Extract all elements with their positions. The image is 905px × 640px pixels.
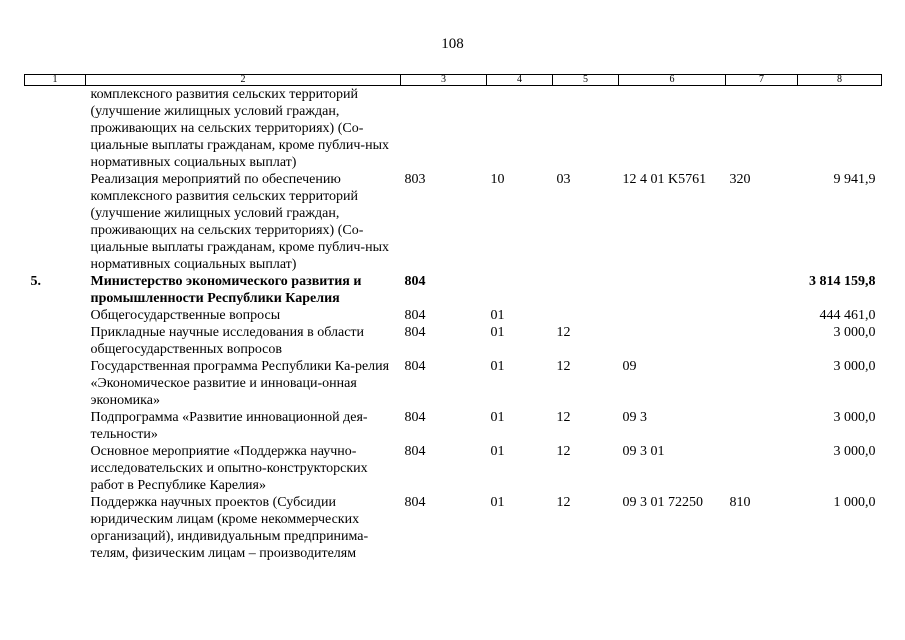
row-name: Реализация мероприятий по обеспечению комплексного развития сельских территорий (улучшение жилищных условий граждан, проживающих на сельских территориях) (Со-циальные выплаты гражданам, кроме публич-ных нормативных социальных выплат) bbox=[90, 172, 389, 272]
expense-type-code bbox=[726, 324, 798, 358]
table-row bbox=[25, 86, 882, 172]
target-article-code: 09 3 bbox=[622, 410, 647, 425]
subsection-code: 12 bbox=[556, 444, 571, 459]
budget-table bbox=[24, 74, 882, 562]
column-number: 5 bbox=[553, 75, 619, 86]
table-row bbox=[25, 171, 882, 273]
ministry-code: 804 bbox=[404, 325, 426, 340]
subsection-code: 12 bbox=[556, 495, 571, 510]
section-code: 01 bbox=[490, 444, 505, 459]
ministry-code: 804 bbox=[404, 410, 426, 425]
subsection-code: 12 bbox=[556, 359, 571, 374]
section-code: 01 bbox=[490, 410, 505, 425]
expense-type-code bbox=[726, 307, 798, 324]
row-name: Основное мероприятие «Поддержка научно-исследовательских и опытно-конструкторских работ в Республике Карелия» bbox=[90, 444, 368, 493]
table-row bbox=[25, 358, 882, 409]
table-row bbox=[25, 409, 882, 443]
ministry-code: 803 bbox=[404, 172, 426, 187]
row-number bbox=[25, 443, 86, 494]
ministry-code: 804 bbox=[404, 308, 426, 323]
target-article-code bbox=[619, 324, 726, 358]
expense-type-code: 320 bbox=[729, 172, 751, 187]
subsection-code bbox=[553, 86, 619, 172]
row-name: Подпрограмма «Развитие инновационной дея-тельности» bbox=[90, 410, 368, 442]
section-code: 01 bbox=[490, 495, 505, 510]
row-name: Прикладные научные исследования в области общегосударственных вопросов bbox=[90, 325, 365, 357]
row-amount: 3 000,0 bbox=[833, 410, 876, 425]
expense-type-code: 810 bbox=[729, 495, 751, 510]
subsection-code: 03 bbox=[556, 172, 571, 187]
row-amount: 1 000,0 bbox=[833, 495, 876, 510]
row-number bbox=[25, 86, 86, 172]
ministry-code: 804 bbox=[404, 495, 426, 510]
row-number bbox=[25, 358, 86, 409]
column-number-row bbox=[25, 75, 882, 86]
column-number: 7 bbox=[726, 75, 798, 86]
table-row bbox=[25, 307, 882, 324]
subsection-code: 12 bbox=[556, 325, 571, 340]
row-name: Поддержка научных проектов (Субсидии юридическим лицам (кроме некоммерческих организаций), индивидуальным предпринима-телям, физическим лицам – производителям bbox=[90, 495, 369, 561]
section-code: 01 bbox=[490, 359, 505, 374]
row-amount: 3 000,0 bbox=[833, 325, 876, 340]
row-number bbox=[25, 307, 86, 324]
row-number: 5. bbox=[30, 274, 41, 289]
row-number bbox=[25, 171, 86, 273]
section-code bbox=[487, 86, 553, 172]
row-name: Министерство экономического развития и промышленности Республики Карелия bbox=[90, 274, 362, 306]
target-article-code: 09 bbox=[622, 359, 637, 374]
target-article-code: 12 4 01 K5761 bbox=[622, 172, 707, 187]
expense-type-code bbox=[726, 273, 798, 307]
expense-type-code bbox=[726, 409, 798, 443]
column-number: 8 bbox=[798, 75, 882, 86]
target-article-code: 09 3 01 72250 bbox=[622, 495, 703, 510]
row-amount: 3 000,0 bbox=[833, 359, 876, 374]
target-article-code: 09 3 01 bbox=[622, 444, 665, 459]
row-name: Общегосударственные вопросы bbox=[90, 308, 281, 323]
row-number bbox=[25, 409, 86, 443]
table-row bbox=[25, 443, 882, 494]
row-number bbox=[25, 494, 86, 562]
target-article-code bbox=[619, 86, 726, 172]
table-row bbox=[25, 324, 882, 358]
row-name: комплексного развития сельских территорий (улучшение жилищных условий граждан, проживающих на сельских территориях) (Со-циальные выплаты гражданам, кроме публич-ных нормативных социальных выплат) bbox=[90, 87, 389, 170]
ministry-code bbox=[401, 86, 487, 172]
row-amount: 3 814 159,8 bbox=[809, 274, 876, 289]
table-row bbox=[25, 273, 882, 307]
column-number: 6 bbox=[619, 75, 726, 86]
row-amount bbox=[798, 86, 882, 172]
subsection-code bbox=[553, 307, 619, 324]
column-number: 2 bbox=[86, 75, 401, 86]
row-amount: 444 461,0 bbox=[819, 308, 876, 323]
expense-type-code bbox=[726, 358, 798, 409]
row-name: Государственная программа Республики Ка-релия «Экономическое развитие и инноваци-онная экономика» bbox=[90, 359, 390, 408]
subsection-code: 12 bbox=[556, 410, 571, 425]
row-amount: 3 000,0 bbox=[833, 444, 876, 459]
target-article-code bbox=[619, 307, 726, 324]
page-number: 108 bbox=[441, 36, 464, 52]
section-code: 01 bbox=[490, 325, 505, 340]
subsection-code bbox=[553, 273, 619, 307]
target-article-code bbox=[619, 273, 726, 307]
column-number: 4 bbox=[487, 75, 553, 86]
section-code: 01 bbox=[490, 308, 505, 323]
row-number bbox=[25, 324, 86, 358]
ministry-code: 804 bbox=[404, 274, 426, 289]
column-number: 3 bbox=[401, 75, 487, 86]
ministry-code: 804 bbox=[404, 444, 426, 459]
column-number: 1 bbox=[25, 75, 86, 86]
expense-type-code bbox=[726, 443, 798, 494]
section-code: 10 bbox=[490, 172, 505, 187]
section-code bbox=[487, 273, 553, 307]
ministry-code: 804 bbox=[404, 359, 426, 374]
table-row bbox=[25, 494, 882, 562]
expense-type-code bbox=[726, 86, 798, 172]
row-amount: 9 941,9 bbox=[833, 172, 876, 187]
